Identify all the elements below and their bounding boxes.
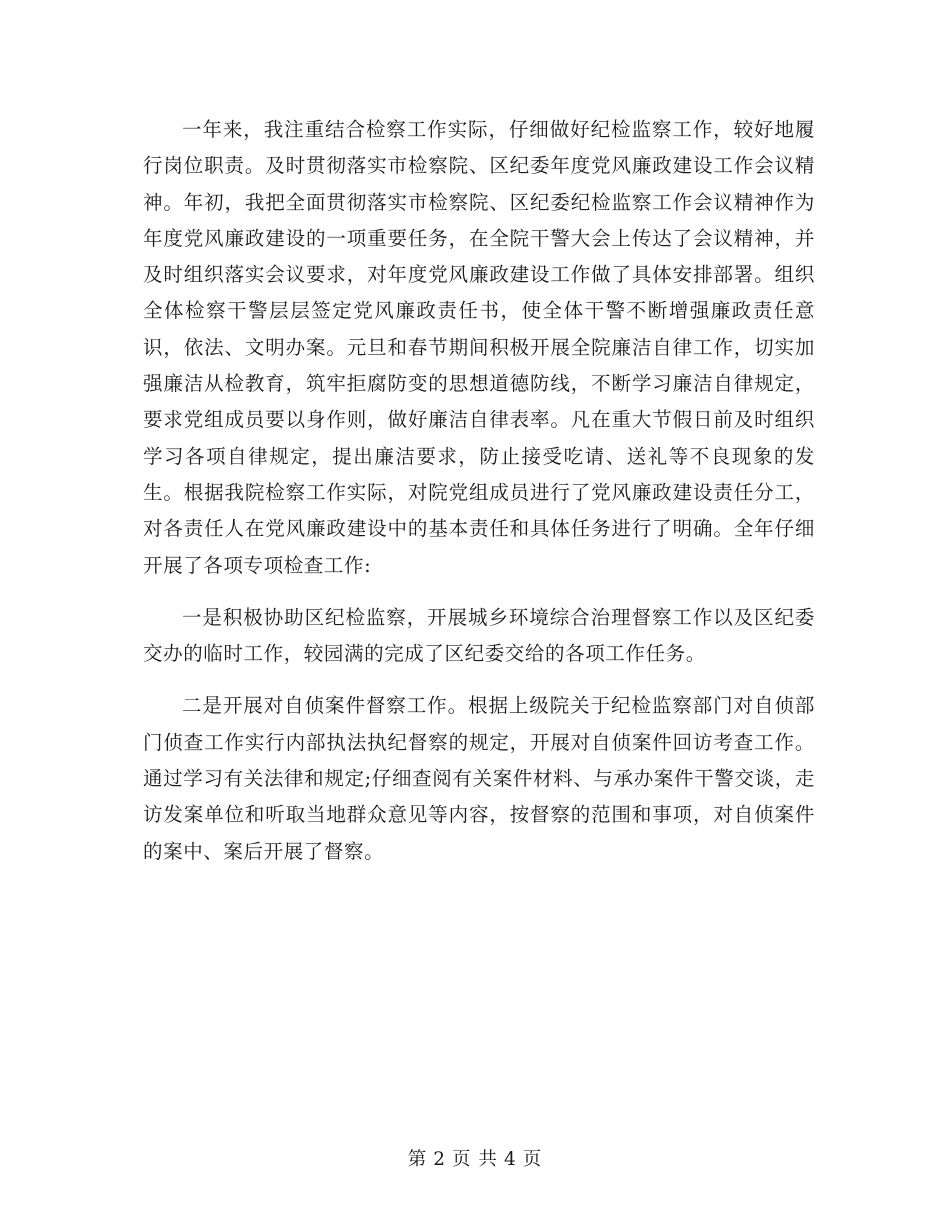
footer-suffix: 页: [522, 1149, 543, 1170]
document-body: [143, 112, 815, 870]
paragraph-item-one: 一是积极协助区纪检监察，开展城乡环境综合治理督察工作以及区纪委交办的临时工作，较园满的完成了区纪委交给的各项工作任务。: [143, 605, 815, 666]
current-page-number: 2: [433, 1149, 447, 1170]
paragraph-item-two: 二是开展对自侦案件督察工作。根据上级院关于纪检监察部门对自侦部门侦查工作实行内部执法执纪督察的规定，开展对自侦案件回访考查工作。通过学习有关法律和规定;仔细查阅有关案件材料、与承办案件干警交谈，走访发案单位和听取当地群众意见等内容，按督察的范围和事项，对自侦案件的案中、案后开展了督察。: [143, 694, 815, 863]
paragraph-summary: 一年来，我注重结合检察工作实际，仔细做好纪检监察工作，较好地履行岗位职责。及时贯彻落实市检察院、区纪委年度党风廉政建设工作会议精神。年初，我把全面贯彻落实市检察院、区纪委纪检监察工作会议精神作为年度党风廉政建设的一项重要任务，在全院干警大会上传达了会议精神，并及时组织落实会议要求，对年度党风廉政建设工作做了具体安排部署。组织全体检察干警层层签定党风廉政责任书，使全体干警不断增强廉政责任意识，依法、文明办案。元旦和春节期间积极开展全院廉洁自律工作，切实加强廉洁从检教育，筑牢拒腐防变的思想道德防线，不断学习廉洁自律规定，要求党组成员要以身作则，做好廉洁自律表率。凡在重大节假日前及时组织学习各项自律规定，提出廉洁要求，防止接受吃请、送礼等不良现象的发生。根据我院检察工作实际，对院党组成员进行了党风廉政建设责任分工，对各责任人在党风廉政建设中的基本责任和具体任务进行了明确。全年仔细开展了各项专项检查工作:: [143, 118, 815, 577]
footer-prefix: 第: [407, 1149, 428, 1170]
total-page-number: 4: [503, 1149, 517, 1170]
footer-middle: 页 共: [452, 1149, 498, 1170]
page-footer: [0, 1145, 950, 1171]
